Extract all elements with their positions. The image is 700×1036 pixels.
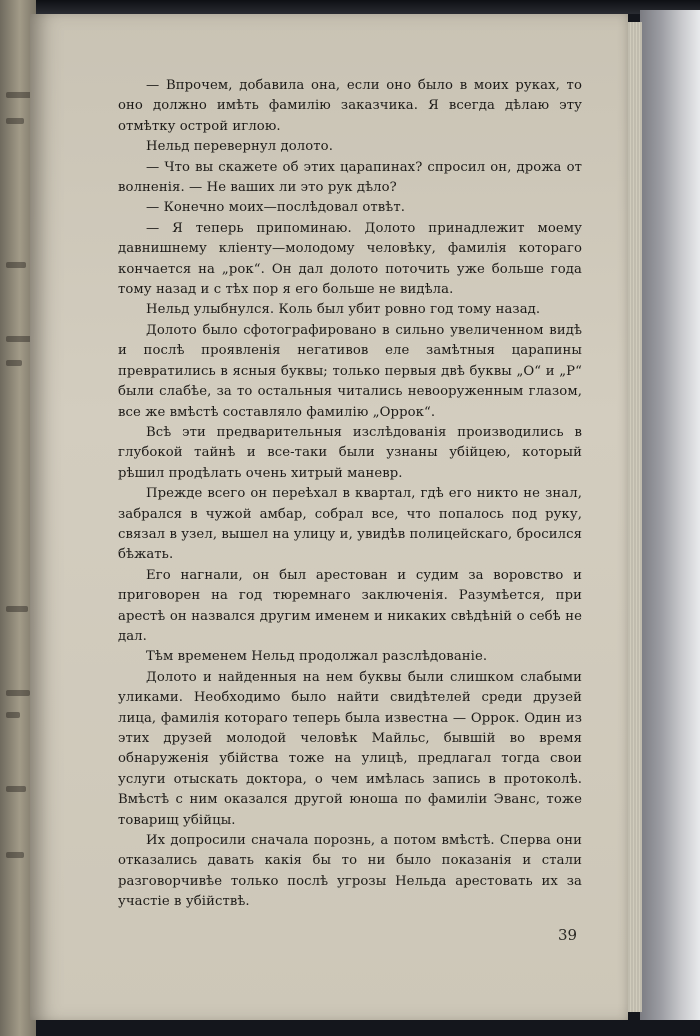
paragraph: — Что вы скажете об этих царапинах? спросил он, дрожа от волненія. — Не ваших ли это рук дѣло? — [118, 159, 582, 196]
paragraph: Прежде всего он переѣхал в квартал, гдѣ его никто не знал, забрался в чужой амбар, собрал все, что попалось под руку, связал в узел, вышел на улицу и, увидѣв полицейскаго, бросился бѣжать. — [118, 486, 582, 563]
paragraph: Долото и найденныя на нем буквы были слишком слабыми уликами. Необходимо было найти свидѣтелей среди друзей лица, фамилія котораго теперь была известна — Оррок. Один из этих друзей молодой человѣк Майльс, бывшій во время обнаруженія убійства тоже на улицѣ, предлагал тогда свои услуги отыскать доктора, о чем имѣлась запись в протоколѣ. Вмѣстѣ с ним оказался другой юноша по фамиліи Эванс, тоже товарищ убійцы. — [118, 669, 582, 828]
paragraph: Нельд улыбнулся. Коль был убит ровно год тому назад. — [146, 302, 541, 318]
paragraph: — Впрочем, добавила она, если оно было в моих руках, то оно должно имѣть фамилію заказчика. Я всегда дѣлаю эту отмѣтку острой иглою. — [118, 78, 582, 134]
book-page — [30, 14, 628, 1020]
paragraph: Нельд перевернул долото. — [146, 139, 334, 155]
paragraph: Его нагнали, он был арестован и судим за воровство и приговорен на год тюремнаго заключенія. Разумѣется, при арестѣ он назвался другим именем и никаких свѣдѣній о себѣ не дал. — [118, 567, 582, 644]
book-cover-edge — [640, 10, 700, 1020]
page-number: 39 — [558, 926, 578, 944]
paragraph: — Я теперь припоминаю. Долото принадлежит моему давнишнему кліенту—молодому человѣку, фамилія котораго кончается на „рок“. Он дал долото поточить уже больше года тому назад и с тѣх пор я его больше не видѣла. — [118, 220, 582, 298]
paragraph: Тѣм временем Нельд продолжал разслѣдованіе. — [146, 649, 488, 665]
paragraph: Долото было сфотографировано в сильно увеличенном видѣ и послѣ проявленія негативов еле замѣтныя царапины превратились в ясныя буквы; только первыя двѣ буквы „О“ и „Р“ были слабѣе, за то остальныя читались невооруженным глазом, все же вмѣстѣ составляло фамилію „Оррок“. — [118, 322, 582, 420]
page-stack-edge — [626, 22, 642, 1012]
paragraph: Их допросили сначала порознь, а потом вмѣстѣ. Сперва они отказались давать какія бы то ни было показанія и стали разговорчивѣе только послѣ угрозы Нельда арестовать их за участіе в убійствѣ. — [118, 833, 582, 910]
book-cover-top — [0, 0, 700, 14]
paragraph: — Конечно моих—послѣдовал отвѣт. — [146, 200, 406, 216]
paragraph: Всѣ эти предварительныя изслѣдованія производились в глубокой тайнѣ и все-таки были узнаны убійцею, который рѣшил продѣлать очень хитрый маневр. — [118, 424, 582, 481]
page-body-text — [118, 76, 582, 913]
